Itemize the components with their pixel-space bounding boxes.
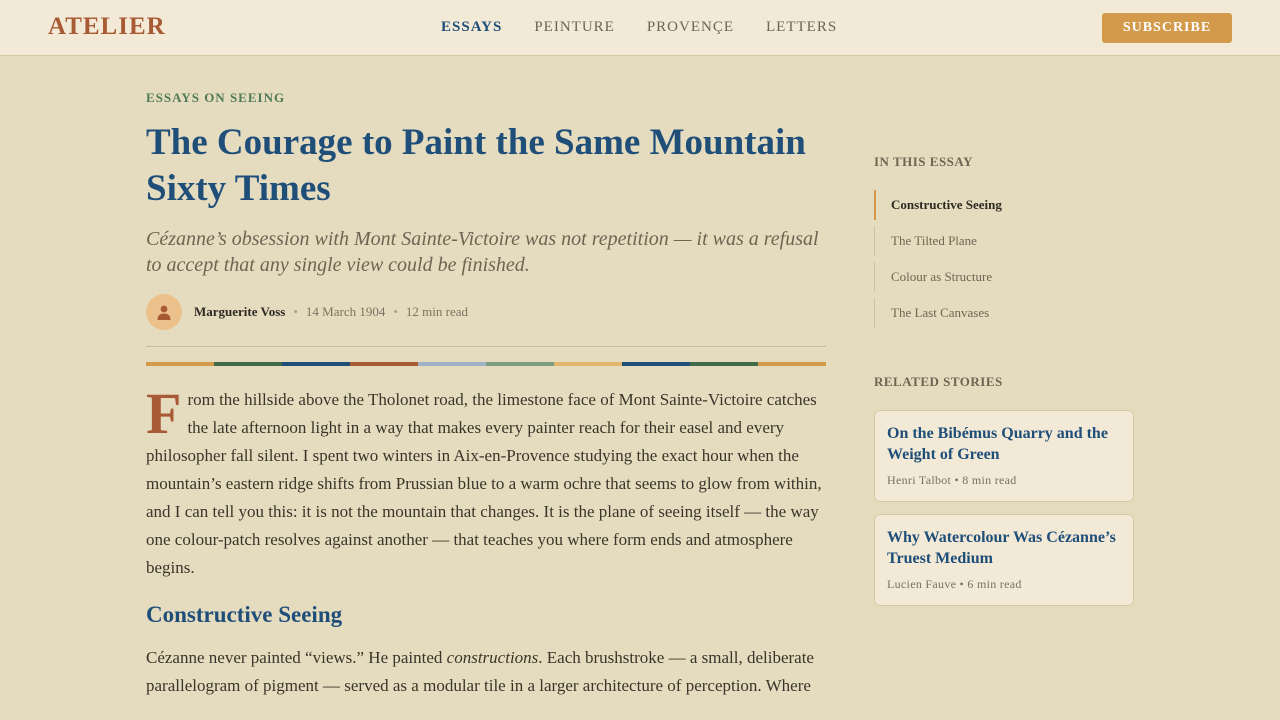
palette-swatch bbox=[214, 362, 282, 366]
paragraph-text: Cézanne never painted “views.” He painted bbox=[146, 648, 447, 667]
palette-swatch bbox=[758, 362, 826, 366]
separator-dot: • bbox=[293, 304, 298, 319]
palette-swatch bbox=[282, 362, 350, 366]
article-dek: Cézanne’s obsession with Mont Sainte-Victoire was not repetition — it was a refusal to accept that any single view could be finished. bbox=[146, 228, 819, 276]
palette-swatch bbox=[146, 362, 214, 366]
related-card[interactable] bbox=[874, 514, 1134, 606]
toc-item-last-canvases[interactable]: The Last Canvases bbox=[874, 298, 1134, 328]
sidebar bbox=[874, 154, 1134, 606]
related-card-meta: Henri Talbot • 8 min read bbox=[887, 473, 1017, 487]
related-card-meta: Lucien Fauve • 6 min read bbox=[887, 577, 1022, 591]
publish-date: 14 March 1904 bbox=[305, 304, 386, 319]
divider bbox=[146, 346, 826, 347]
section-heading: Constructive Seeing bbox=[146, 602, 343, 627]
related-heading: RELATED STORIES bbox=[874, 374, 1003, 389]
user-icon bbox=[156, 304, 172, 320]
drop-cap: F bbox=[146, 381, 182, 446]
palette-stripe bbox=[146, 362, 826, 366]
nav-item-peinture[interactable]: PEINTURE bbox=[534, 19, 615, 35]
nav-item-essays[interactable]: ESSAYS bbox=[441, 19, 503, 35]
palette-swatch bbox=[418, 362, 486, 366]
article-title: The Courage to Paint the Same Mountain Sixty Times bbox=[146, 122, 806, 209]
emphasis-text: constructions bbox=[446, 648, 539, 667]
byline bbox=[146, 294, 826, 330]
main-nav bbox=[441, 19, 869, 36]
related-card[interactable] bbox=[874, 410, 1134, 502]
toc-item-colour-as-structure[interactable]: Colour as Structure bbox=[874, 262, 1134, 292]
related-card-title[interactable]: On the Bibémus Quarry and the Weight of Green bbox=[887, 425, 1108, 463]
palette-swatch bbox=[622, 362, 690, 366]
nav-item-letters[interactable]: LETTERS bbox=[766, 19, 838, 35]
article-kicker[interactable]: ESSAYS ON SEEING bbox=[146, 90, 286, 105]
read-time: 12 min read bbox=[405, 304, 469, 319]
lead-text: rom the hillside above the Tholonet road, the limestone face of Mont Sainte-Victoire catches the late afternoon light in a way that makes every painter reach for their easel and every philosopher fall silent. I spent two winters in Aix-en-Provence studying the exact hour when the mountain’s eastern ridge shifts from Prussian blue to a warm ochre that seems to glow from within, and I can tell you this: it is not the mountain that changes. It is the plane of seeing itself — the way one colour-patch resolves against another — that teaches you where form ends and atmosphere begins. bbox=[146, 390, 822, 577]
separator-dot: • bbox=[393, 304, 398, 319]
toc-item-tilted-plane[interactable]: The Tilted Plane bbox=[874, 226, 1134, 256]
lead-paragraph bbox=[146, 381, 826, 582]
toc-item-constructive-seeing[interactable]: Constructive Seeing bbox=[874, 190, 1134, 220]
nav-item-provence[interactable]: PROVENÇE bbox=[646, 19, 735, 35]
related-stories bbox=[874, 410, 1134, 606]
site-logo[interactable]: ATELIER bbox=[48, 13, 166, 40]
paragraph-text: . Each brushstroke — a small, deliberate parallelogram of pigment — served as a modular tile in a larger architecture of perception. Where bbox=[146, 648, 814, 695]
table-of-contents bbox=[874, 190, 1134, 328]
palette-swatch bbox=[350, 362, 418, 366]
related-card-title[interactable]: Why Watercolour Was Cézanne’s Truest Medium bbox=[887, 529, 1116, 567]
article bbox=[146, 90, 826, 700]
palette-swatch bbox=[486, 362, 554, 366]
palette-swatch bbox=[554, 362, 622, 366]
body-paragraph bbox=[146, 644, 826, 700]
toc-heading: IN THIS ESSAY bbox=[874, 154, 973, 169]
top-bar bbox=[0, 0, 1280, 56]
avatar[interactable] bbox=[146, 294, 182, 330]
subscribe-button[interactable]: SUBSCRIBE bbox=[1102, 13, 1232, 43]
author-name[interactable]: Marguerite Voss bbox=[194, 304, 286, 319]
palette-swatch bbox=[690, 362, 758, 366]
